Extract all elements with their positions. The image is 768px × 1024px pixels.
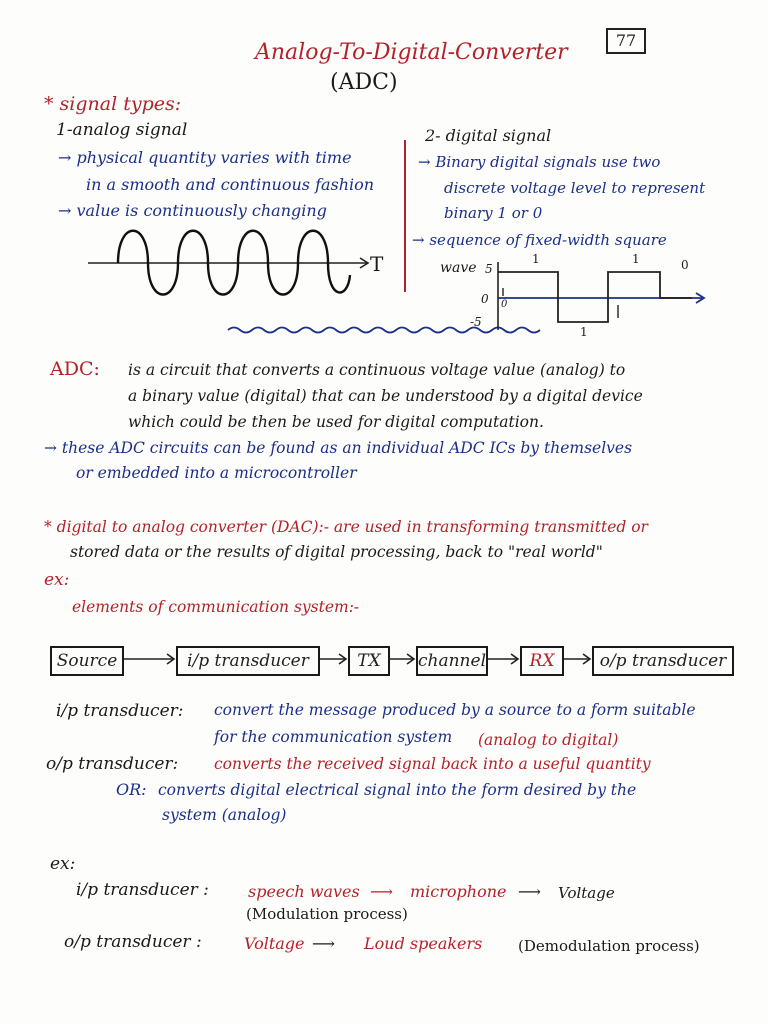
digital-signal-label: 2- digital signal bbox=[425, 126, 552, 145]
dac-line-2: stored data or the results of digital processing, back to "real world" bbox=[70, 543, 603, 561]
digital-square-wave bbox=[498, 272, 692, 322]
digital-line-2: discrete voltage level to represent bbox=[444, 179, 706, 197]
example-2-label: ex: bbox=[50, 854, 76, 874]
example-2-op-label: o/p transducer : bbox=[64, 932, 202, 952]
digital-bit-4: 1 bbox=[632, 252, 640, 266]
analog-signal-label: 1-analog signal bbox=[56, 120, 188, 140]
analog-axis-label: T bbox=[370, 252, 384, 276]
analog-line-1: → physical quantity varies with time bbox=[58, 148, 352, 167]
example-2-ip-label: i/p transducer : bbox=[76, 880, 209, 900]
example-1-label: ex: bbox=[44, 570, 70, 590]
digital-bit-3: 0 bbox=[681, 258, 689, 272]
flow-block-ip-transducer: i/p transducer bbox=[176, 646, 320, 676]
page-subtitle: (ADC) bbox=[330, 70, 398, 95]
adc-line-5: or embedded into a microcontroller bbox=[76, 464, 357, 482]
adc-line-2: a binary value (digital) that can be understood by a digital device bbox=[128, 387, 643, 405]
example-2-ip-chain-3: Voltage bbox=[558, 884, 615, 902]
op-transducer-line-2: converts digital electrical signal into the form desired by the bbox=[158, 781, 637, 799]
example-2-ip-chain-2: microphone bbox=[410, 882, 507, 901]
op-transducer-label: o/p transducer: bbox=[46, 754, 179, 774]
flow-block-rx: RX bbox=[520, 646, 564, 676]
example-2-ip-chain-1: speech waves bbox=[248, 882, 360, 901]
example-2-ip-arrow-2: ⟶ bbox=[518, 882, 541, 901]
digital-level-zero: 0 bbox=[481, 292, 489, 306]
analog-line-3: → value is continuously changing bbox=[58, 201, 327, 220]
digital-bit-2: 1 bbox=[580, 325, 588, 339]
page-title: Analog-To-Digital-Converter bbox=[255, 40, 568, 65]
ip-transducer-label: i/p transducer: bbox=[56, 701, 184, 721]
digital-origin-mark: 0 bbox=[501, 299, 508, 310]
digital-wave-label: wave bbox=[440, 260, 477, 276]
example-2-op-note: (Demodulation process) bbox=[518, 937, 700, 955]
op-transducer-line-1: converts the received signal back into a useful quantity bbox=[214, 755, 651, 773]
signal-types-heading: * signal types: bbox=[44, 93, 182, 115]
flow-block-tx: TX bbox=[348, 646, 390, 676]
example-2-op-arrow: ⟶ bbox=[312, 934, 335, 953]
digital-bit-1: 1 bbox=[532, 252, 540, 266]
ip-transducer-note: (analog to digital) bbox=[478, 731, 619, 749]
flow-block-source: Source bbox=[50, 646, 124, 676]
adc-line-3: which could be then be used for digital computation. bbox=[128, 413, 544, 431]
op-transducer-line-3: system (analog) bbox=[162, 806, 287, 824]
digital-line-3: binary 1 or 0 bbox=[444, 204, 543, 222]
ip-transducer-line-1: convert the message produced by a source to a form suitable bbox=[214, 701, 696, 719]
digital-level-low: -5 bbox=[470, 315, 482, 329]
digital-level-high: 5 bbox=[485, 262, 493, 276]
page-number: 77 bbox=[606, 28, 646, 54]
ip-transducer-line-2: for the communication system bbox=[214, 728, 453, 746]
flow-block-channel: channel bbox=[416, 646, 488, 676]
example-1-caption: elements of communication system:- bbox=[72, 598, 360, 616]
digital-line-4: → sequence of fixed-width square bbox=[412, 231, 667, 249]
section-divider bbox=[228, 328, 540, 333]
adc-label: ADC: bbox=[50, 358, 100, 380]
op-transducer-or: OR: bbox=[116, 780, 147, 799]
example-2-ip-note: (Modulation process) bbox=[246, 905, 408, 923]
dac-line-1: * digital to analog converter (DAC):- are used in transforming transmitted or bbox=[44, 518, 648, 536]
adc-line-1: is a circuit that converts a continuous voltage value (analog) to bbox=[128, 361, 626, 379]
digital-line-1: → Binary digital signals use two bbox=[418, 153, 661, 171]
flow-block-op-transducer: o/p transducer bbox=[592, 646, 734, 676]
example-2-op-chain-2: Loud speakers bbox=[364, 934, 483, 953]
example-2-ip-arrow-1: ⟶ bbox=[370, 882, 393, 901]
example-2-op-chain-1: Voltage bbox=[244, 934, 305, 953]
adc-line-4: → these ADC circuits can be found as an individual ADC ICs by themselves bbox=[44, 439, 633, 457]
analog-line-2: in a smooth and continuous fashion bbox=[86, 175, 375, 194]
